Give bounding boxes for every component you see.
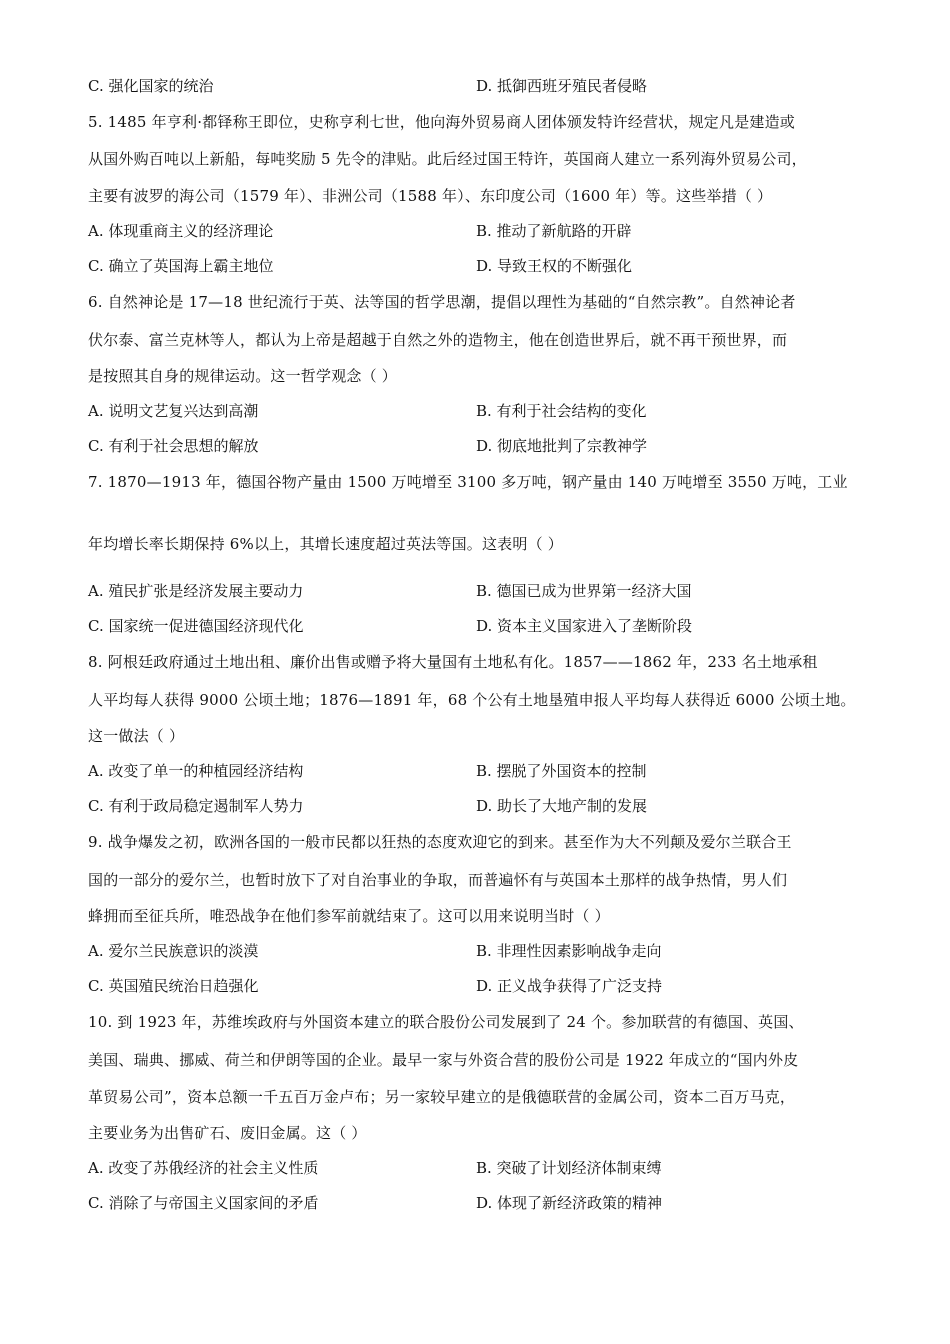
q5-option-a: A. 体现重商主义的经济理论	[88, 222, 274, 240]
q10-option-b: B. 突破了计划经济体制束缚	[476, 1159, 662, 1177]
q6-stem-line-3: 是按照其自身的规律运动。这一哲学观念（ ）	[88, 367, 397, 385]
q10-stem-line-3: 革贸易公司”，资本总额一千五百万金卢布；另一家较早建立的是俄德联营的金属公司，资本二百万马克，	[88, 1088, 796, 1106]
q5-option-c: C. 确立了英国海上霸主地位	[88, 257, 274, 275]
q8-option-d: D. 助长了大地产制的发展	[476, 797, 648, 815]
q7-option-b: B. 德国已成为世界第一经济大国	[476, 582, 692, 600]
q4-option-c: C. 强化国家的统治	[88, 77, 214, 95]
q7-stem-line-2: 年均增长率长期保持 6%以上，其增长速度超过英法等国。这表明（ ）	[88, 535, 563, 553]
q6-stem-line-2: 伏尔泰、富兰克林等人，都认为上帝是超越于自然之外的造物主，他在创造世界后，就不再干预世界，而	[88, 331, 788, 349]
q5-stem-line-1: 5. 1485 年亨利·都铎称王即位，史称亨利七世，他向海外贸易商人团体颁发特许经营状，规定凡是建造或	[88, 113, 795, 131]
q7-option-c: C. 国家统一促进德国经济现代化	[88, 617, 304, 635]
q8-stem-line-2: 人平均每人获得 9000 公顷土地；1876—1891 年，68 个公有土地垦殖申报人平均每人获得近 6000 公顷土地。	[88, 691, 856, 709]
q10-stem-line-4: 主要业务为出售矿石、废旧金属。这（ ）	[88, 1124, 367, 1142]
q5-option-b: B. 推动了新航路的开辟	[476, 222, 632, 240]
q9-stem-line-3: 蜂拥而至征兵所，唯恐战争在他们参军前就结束了。这可以用来说明当时（ ）	[88, 907, 610, 925]
q6-option-d: D. 彻底地批判了宗教神学	[476, 437, 648, 455]
q4-option-d: D. 抵御西班牙殖民者侵略	[476, 77, 648, 95]
q6-stem-line-1: 6. 自然神论是 17—18 世纪流行于英、法等国的哲学思潮，提倡以理性为基础的“自然宗教”。自然神论者	[88, 293, 796, 311]
q7-option-d: D. 资本主义国家进入了垄断阶段	[476, 617, 693, 635]
q10-option-c: C. 消除了与帝国主义国家间的矛盾	[88, 1194, 319, 1212]
q10-stem-line-1: 10. 到 1923 年，苏维埃政府与外国资本建立的联合股份公司发展到了 24 个。参加联营的有德国、英国、	[88, 1013, 804, 1031]
q10-stem-line-2: 美国、瑞典、挪威、荷兰和伊朗等国的企业。最早一家与外资合营的股份公司是 1922 年成立的“国内外皮	[88, 1051, 799, 1069]
q9-option-a: A. 爱尔兰民族意识的淡漠	[88, 942, 259, 960]
q8-option-b: B. 摆脱了外国资本的控制	[476, 762, 647, 780]
q10-option-a: A. 改变了苏俄经济的社会主义性质	[88, 1159, 319, 1177]
q7-stem-line-1: 7. 1870—1913 年，德国谷物产量由 1500 万吨增至 3100 多万吨，钢产量由 140 万吨增至 3550 万吨，工业	[88, 473, 848, 491]
q5-stem-line-2: 从国外购百吨以上新船，每吨奖励 5 先令的津贴。此后经过国王特许，英国商人建立一系列海外贸易公司，	[88, 150, 807, 168]
q8-option-a: A. 改变了单一的种植园经济结构	[88, 762, 304, 780]
q5-stem-line-3: 主要有波罗的海公司（1579 年）、非洲公司（1588 年）、东印度公司（1600 年）等。这些举措（ ）	[88, 187, 773, 205]
q7-option-a: A. 殖民扩张是经济发展主要动力	[88, 582, 304, 600]
q5-option-d: D. 导致王权的不断强化	[476, 257, 633, 275]
q6-option-c: C. 有利于社会思想的解放	[88, 437, 259, 455]
q6-option-b: B. 有利于社会结构的变化	[476, 402, 647, 420]
q8-stem-line-3: 这一做法（ ）	[88, 727, 185, 745]
q9-stem-line-1: 9. 战争爆发之初，欧洲各国的一般市民都以狂热的态度欢迎它的到来。甚至作为大不列颠及爱尔兰联合王	[88, 833, 792, 851]
q9-option-d: D. 正义战争获得了广泛支持	[476, 977, 663, 995]
q9-stem-line-2: 国的一部分的爱尔兰，也暂时放下了对自治事业的争取，而普遍怀有与英国本土那样的战争热情，男人们	[88, 871, 788, 889]
q9-option-c: C. 英国殖民统治日趋强化	[88, 977, 259, 995]
q8-option-c: C. 有利于政局稳定遏制军人势力	[88, 797, 304, 815]
q10-option-d: D. 体现了新经济政策的精神	[476, 1194, 663, 1212]
q6-option-a: A. 说明文艺复兴达到高潮	[88, 402, 259, 420]
q8-stem-line-1: 8. 阿根廷政府通过土地出租、廉价出售或赠予将大量国有土地私有化。1857——1862 年，233 名土地承租	[88, 653, 818, 671]
q9-option-b: B. 非理性因素影响战争走向	[476, 942, 662, 960]
